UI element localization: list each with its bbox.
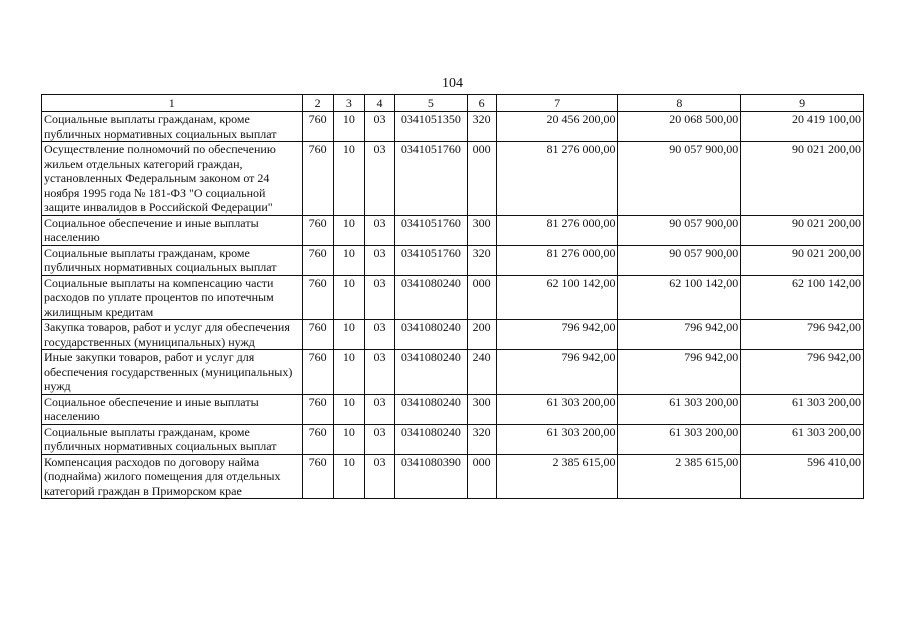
column-header: 8 — [618, 95, 741, 112]
row-name: Социальные выплаты гражданам, кроме публичных нормативных социальных выплат — [42, 424, 303, 454]
amount-col9: 90 021 200,00 — [741, 142, 864, 216]
subsection-code: 03 — [364, 394, 394, 424]
amount-col9: 62 100 142,00 — [741, 275, 864, 320]
ministry-code: 760 — [302, 424, 333, 454]
amount-col9: 796 942,00 — [741, 350, 864, 395]
page-number: 104 — [442, 76, 463, 91]
ministry-code: 760 — [302, 215, 333, 245]
target-article-code: 0341051760 — [395, 215, 467, 245]
target-article-code: 0341051760 — [395, 245, 467, 275]
target-article-code: 0341051350 — [395, 112, 467, 142]
expense-type-code: 300 — [467, 394, 496, 424]
table-row — [42, 215, 864, 245]
section-code: 10 — [333, 394, 364, 424]
column-header: 5 — [395, 95, 467, 112]
ministry-code: 760 — [302, 112, 333, 142]
section-code: 10 — [333, 424, 364, 454]
expense-type-code: 300 — [467, 215, 496, 245]
expense-type-code: 320 — [467, 112, 496, 142]
amount-col7: 61 303 200,00 — [496, 424, 618, 454]
amount-col7: 796 942,00 — [496, 320, 618, 350]
amount-col9: 90 021 200,00 — [741, 215, 864, 245]
expense-type-code: 000 — [467, 142, 496, 216]
row-name: Социальные выплаты гражданам, кроме публичных нормативных социальных выплат — [42, 245, 303, 275]
row-name: Социальное обеспечение и иные выплаты населению — [42, 215, 303, 245]
row-name: Социальное обеспечение и иные выплаты населению — [42, 394, 303, 424]
ministry-code: 760 — [302, 245, 333, 275]
amount-col8: 90 057 900,00 — [618, 245, 741, 275]
amount-col7: 20 456 200,00 — [496, 112, 618, 142]
column-header: 6 — [467, 95, 496, 112]
row-name: Компенсация расходов по договору найма (поднайма) жилого помещения для отдельных категорий граждан в Приморском крае — [42, 454, 303, 499]
table-header-row — [42, 95, 864, 112]
amount-col7: 2 385 615,00 — [496, 454, 618, 499]
ministry-code: 760 — [302, 142, 333, 216]
section-code: 10 — [333, 215, 364, 245]
column-header: 9 — [741, 95, 864, 112]
column-header: 7 — [496, 95, 618, 112]
row-name: Социальные выплаты гражданам, кроме публичных нормативных социальных выплат — [42, 112, 303, 142]
section-code: 10 — [333, 350, 364, 395]
amount-col7: 81 276 000,00 — [496, 142, 618, 216]
amount-col9: 61 303 200,00 — [741, 424, 864, 454]
table-row — [42, 142, 864, 216]
amount-col7: 81 276 000,00 — [496, 215, 618, 245]
subsection-code: 03 — [364, 215, 394, 245]
column-header: 1 — [42, 95, 303, 112]
amount-col8: 796 942,00 — [618, 320, 741, 350]
table-row — [42, 245, 864, 275]
target-article-code: 0341080240 — [395, 275, 467, 320]
ministry-code: 760 — [302, 320, 333, 350]
amount-col7: 796 942,00 — [496, 350, 618, 395]
amount-col8: 61 303 200,00 — [618, 424, 741, 454]
section-code: 10 — [333, 112, 364, 142]
budget-table — [41, 94, 864, 499]
table-row — [42, 350, 864, 395]
table-body — [42, 112, 864, 499]
subsection-code: 03 — [364, 424, 394, 454]
ministry-code: 760 — [302, 350, 333, 395]
row-name: Иные закупки товаров, работ и услуг для обеспечения государственных (муниципальных) нужд — [42, 350, 303, 395]
target-article-code: 0341080240 — [395, 350, 467, 395]
section-code: 10 — [333, 320, 364, 350]
subsection-code: 03 — [364, 275, 394, 320]
amount-col8: 62 100 142,00 — [618, 275, 741, 320]
section-code: 10 — [333, 245, 364, 275]
amount-col8: 20 068 500,00 — [618, 112, 741, 142]
target-article-code: 0341080240 — [395, 394, 467, 424]
ministry-code: 760 — [302, 454, 333, 499]
target-article-code: 0341051760 — [395, 142, 467, 216]
amount-col7: 81 276 000,00 — [496, 245, 618, 275]
expense-type-code: 000 — [467, 454, 496, 499]
amount-col9: 90 021 200,00 — [741, 245, 864, 275]
amount-col8: 90 057 900,00 — [618, 142, 741, 216]
column-header: 4 — [364, 95, 394, 112]
expense-type-code: 000 — [467, 275, 496, 320]
table-row — [42, 394, 864, 424]
subsection-code: 03 — [364, 454, 394, 499]
expense-type-code: 240 — [467, 350, 496, 395]
amount-col9: 796 942,00 — [741, 320, 864, 350]
amount-col9: 596 410,00 — [741, 454, 864, 499]
row-name: Осуществление полномочий по обеспечению жильем отдельных категорий граждан, установленных Федеральным законом от 24 ноября 1995 года № 181-ФЗ "О социальной защите инвалидов в Российской Федерации" — [42, 142, 303, 216]
section-code: 10 — [333, 454, 364, 499]
expense-type-code: 320 — [467, 424, 496, 454]
amount-col8: 90 057 900,00 — [618, 215, 741, 245]
amount-col8: 796 942,00 — [618, 350, 741, 395]
subsection-code: 03 — [364, 112, 394, 142]
ministry-code: 760 — [302, 275, 333, 320]
target-article-code: 0341080390 — [395, 454, 467, 499]
target-article-code: 0341080240 — [395, 320, 467, 350]
amount-col7: 61 303 200,00 — [496, 394, 618, 424]
expense-type-code: 200 — [467, 320, 496, 350]
target-article-code: 0341080240 — [395, 424, 467, 454]
section-code: 10 — [333, 142, 364, 216]
column-header: 3 — [333, 95, 364, 112]
table-row — [42, 275, 864, 320]
subsection-code: 03 — [364, 350, 394, 395]
table-row — [42, 112, 864, 142]
row-name: Социальные выплаты на компенсацию части расходов по уплате процентов по ипотечным жилищным кредитам — [42, 275, 303, 320]
subsection-code: 03 — [364, 320, 394, 350]
column-header: 2 — [302, 95, 333, 112]
amount-col8: 2 385 615,00 — [618, 454, 741, 499]
amount-col9: 61 303 200,00 — [741, 394, 864, 424]
amount-col9: 20 419 100,00 — [741, 112, 864, 142]
ministry-code: 760 — [302, 394, 333, 424]
amount-col7: 62 100 142,00 — [496, 275, 618, 320]
table-row — [42, 320, 864, 350]
row-name: Закупка товаров, работ и услуг для обеспечения государственных (муниципальных) нужд — [42, 320, 303, 350]
amount-col8: 61 303 200,00 — [618, 394, 741, 424]
subsection-code: 03 — [364, 245, 394, 275]
expense-type-code: 320 — [467, 245, 496, 275]
section-code: 10 — [333, 275, 364, 320]
table-row — [42, 454, 864, 499]
subsection-code: 03 — [364, 142, 394, 216]
table-row — [42, 424, 864, 454]
